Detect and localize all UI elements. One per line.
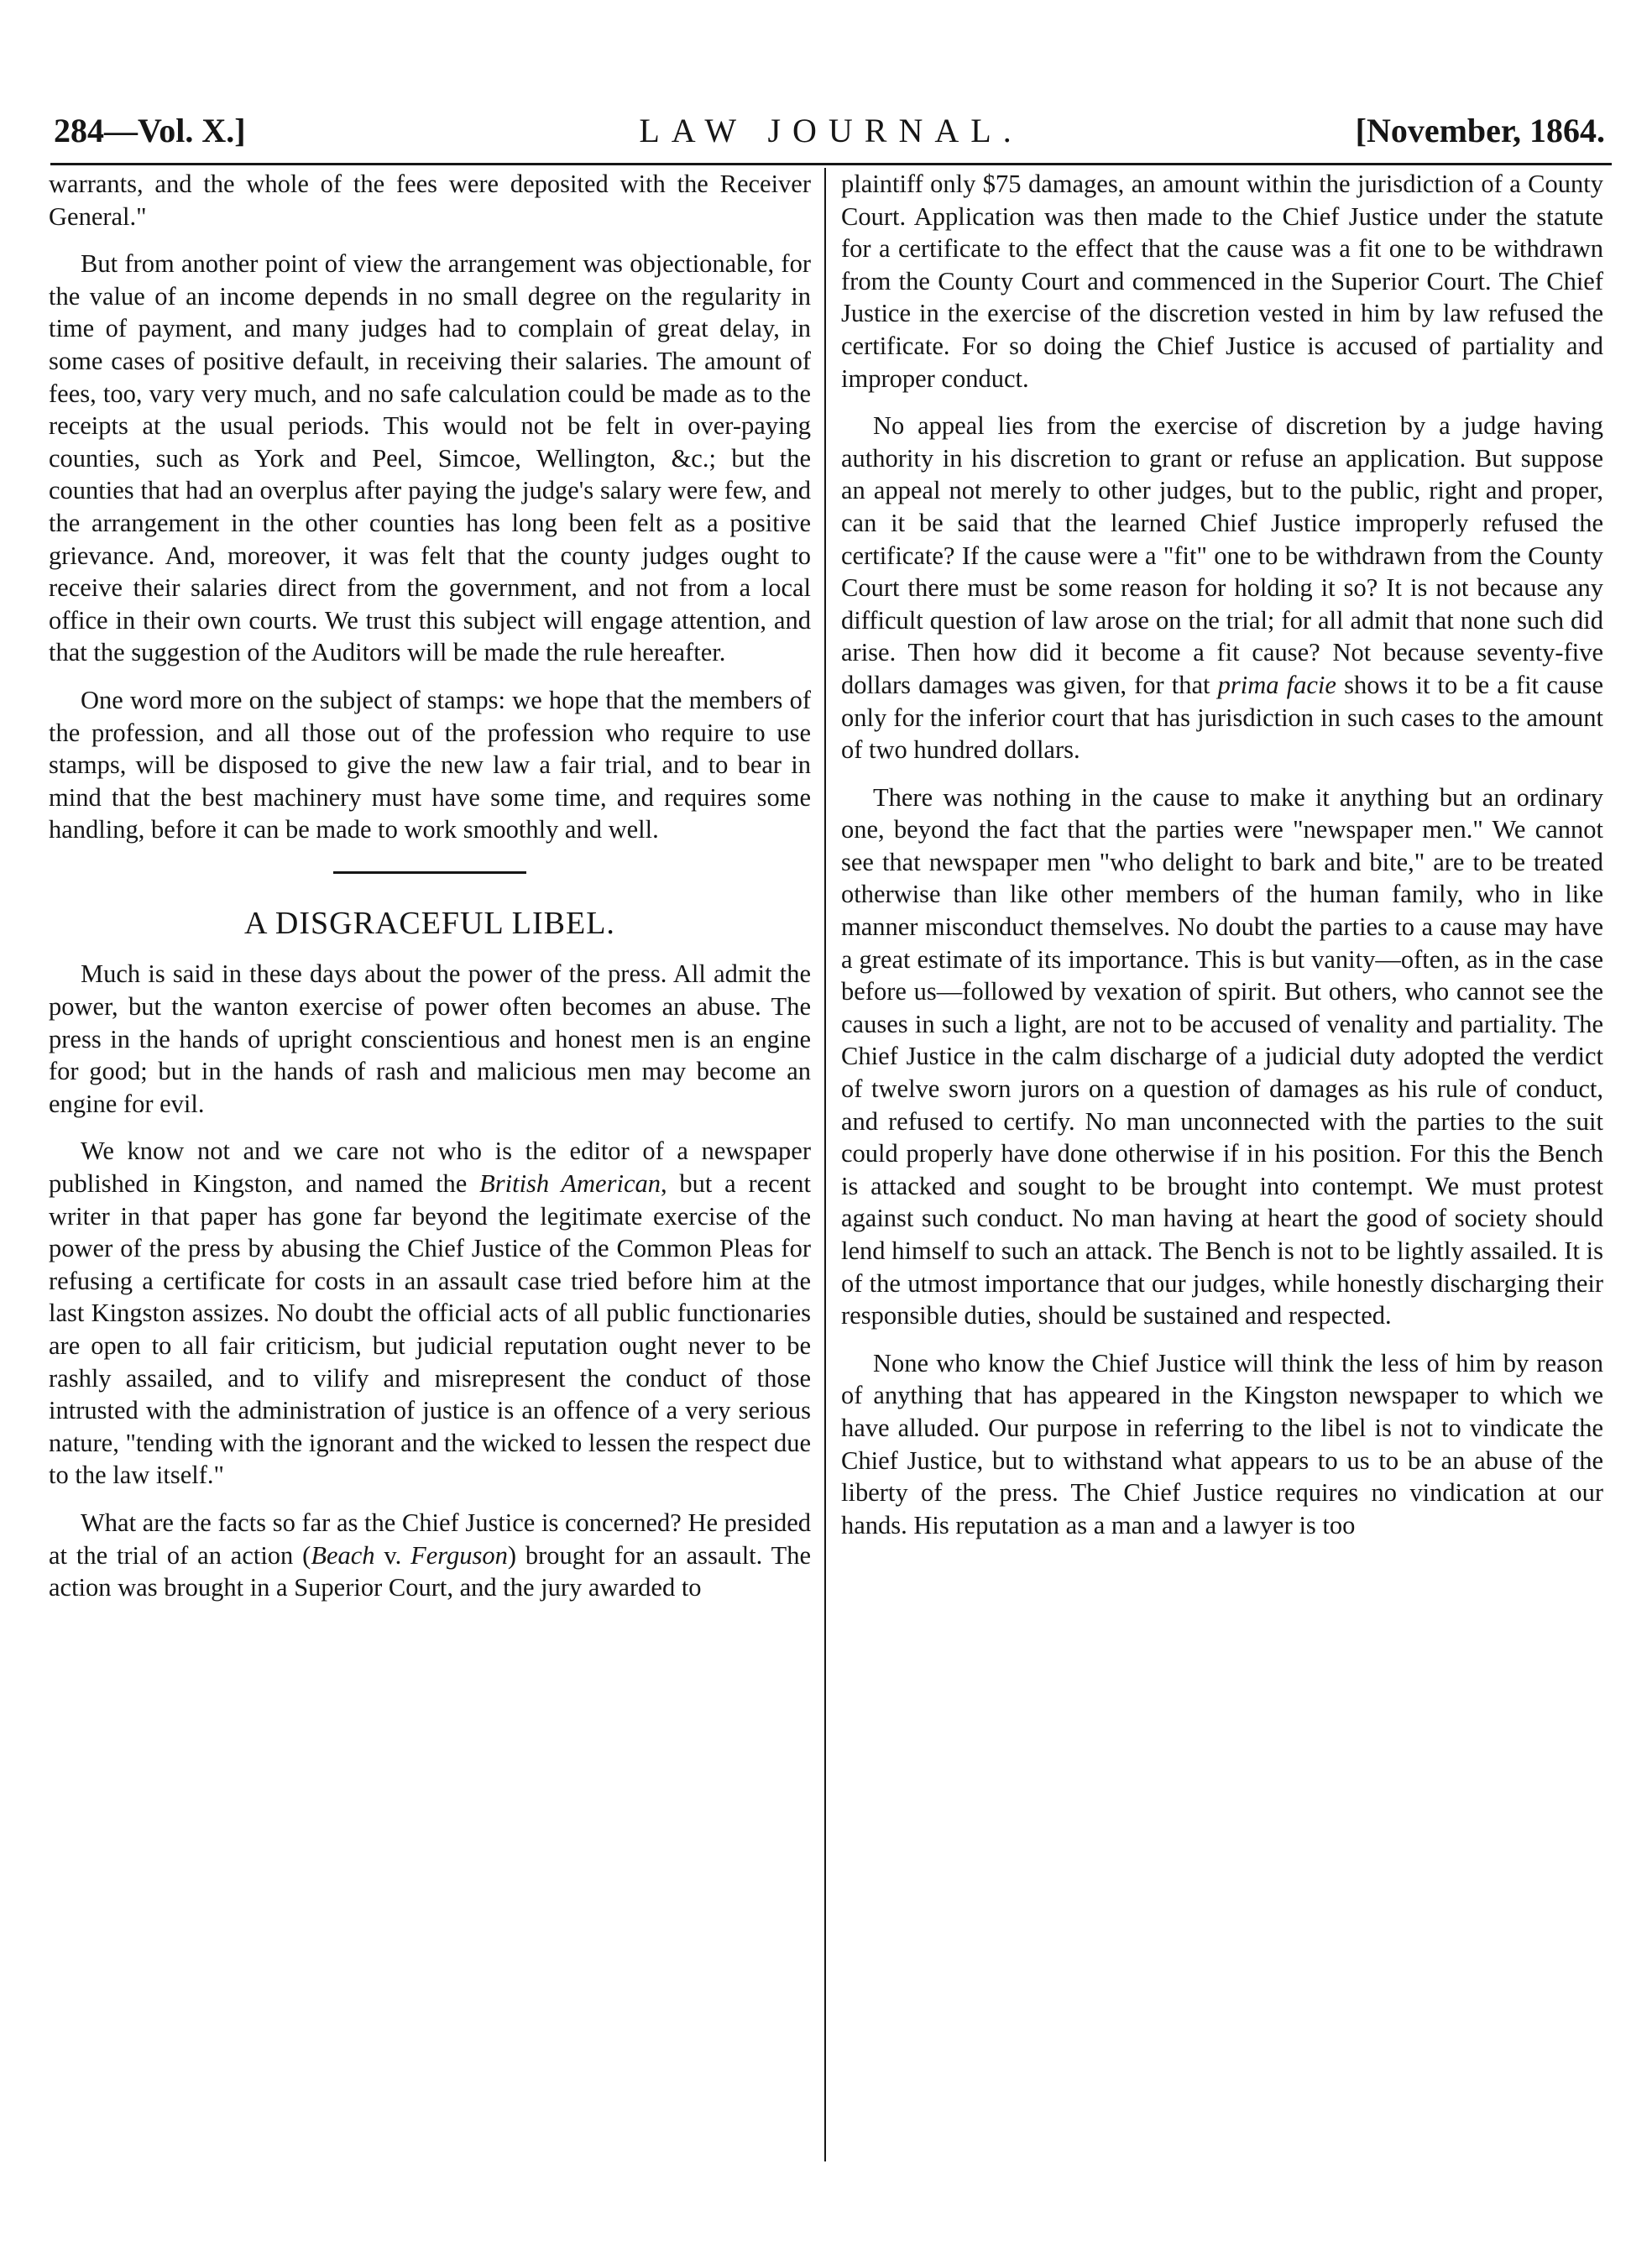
article-title: A DISGRACEFUL LIBEL. bbox=[244, 905, 615, 941]
paragraph: Much is said in these days about the power of the press. All admit the power, but the wanton exercise of power often becomes an abuse. The press in the hands of upright conscientious and honest men is an engine for good; but in the hands of rash and malicious men may become an engine for evil. bbox=[49, 959, 811, 1118]
journal-title: LAW JOURNAL. bbox=[639, 112, 1023, 149]
page-volume-label: 284—Vol. X.] bbox=[54, 112, 246, 149]
right-column bbox=[841, 168, 1603, 1556]
case-party-name: Ferguson bbox=[410, 1540, 508, 1570]
paragraph: plaintiff only $75 damages, an amount within the jurisdiction of a County Court. Application was then made to the Chief Justice under the statute for a certificate to the effect that the cause was a fit one to be withdrawn from the County Court and commenced in the Superior Court. The Chief Justice in the exercise of the discretion vested in him by law refused the certificate. For so doing the Chief Justice is accused of partiality and improper conduct. bbox=[841, 170, 1603, 393]
running-header bbox=[50, 111, 1612, 158]
paragraph: One word more on the subject of stamps: we hope that the members of the profession, and all those out of the profession who require to use stamps, will be disposed to give the new law a fair trial, and to bear in mind that the best machinery must have some time, and requires some handling, before it can be made to work smoothly and well. bbox=[49, 685, 811, 844]
paragraph-text: What are the facts so far as the Chief Justice is concerned? He presided at the trial of an action ( bbox=[49, 1508, 811, 1570]
paragraph bbox=[49, 1135, 811, 1492]
issue-date: [November, 1864. bbox=[1355, 112, 1605, 149]
paragraph bbox=[49, 1507, 811, 1604]
latin-phrase: prima facie bbox=[1217, 670, 1336, 699]
newspaper-name: British American bbox=[479, 1169, 661, 1199]
paragraph-text: , but a recent writer in that paper has gone far beyond the legitimate exercise of the power of the press by abusing the Chief Justice of the Common Pleas for refusing a certificate for costs in an assault case tried before him at the last Kingston assizes. No doubt the official acts of all public functionaries are open to all fair criticism, but judicial reputation ought never to be rashly assailed, and to vilify and misrepresent the conduct of those intrusted with the administration of justice is an offence of a very serious nature, "tending with the ignorant and the wicked to lessen the respect due to the law itself." bbox=[49, 1169, 811, 1490]
paragraph-text: No appeal lies from the exercise of discretion by a judge having authority in his discretion to grant or refuse an application. But suppose an appeal not merely to other judges, but to the public, right and proper, can it be said that the learned Chief Justice improperly refused the certificate? If the cause were a "fit" one to be withdrawn from the County Court there must be some reason for holding it so? It is not because any difficult question of law arose on the trial; for all admit that none such did arise. Then how did it become a fit cause? Not because seventy-five dollars damages was given, for that bbox=[841, 411, 1603, 699]
paragraph-text: We know not and we care not who is the editor of a newspaper published in Kingston, and named the bbox=[49, 1137, 811, 1199]
paragraph: But from another point of view the arrangement was objectionable, for the value of an income depends in no small degree on the regularity in time of payment, and many judges had to complain of great delay, in some cases of positive default, in receiving their salaries. The amount of fees, too, vary very much, and no safe calculation could be made as to the receipts at the usual periods. This would not be felt in over-paying counties, such as York and Peel, Simcoe, Wellington, &c.; but the counties that had an overplus after paying the judge's salary were few, and the arrangement in the other counties has long been felt as a positive grievance. And, moreover, it was felt that the county judges ought to receive their salaries direct from the government, and not from a local office in their own courts. We trust this subject will engage attention, and that the suggestion of the Auditors will be made the rule hereafter. bbox=[49, 249, 811, 667]
article-separator-rule bbox=[333, 871, 526, 874]
column-divider bbox=[824, 168, 826, 2161]
paragraph: There was nothing in the cause to make it anything but an ordinary one, beyond the fact that the parties were "newspaper men." We cannot see that newspaper men "who delight to bark and bite," are to be treated otherwise than like other members of the human family, who in like manner misconduct themselves. No doubt the parties to a cause may have a great estimate of its importance. This is but vanity—often, as in the case before us—followed by vexation of spirit. But others, who cannot see the causes in such a light, are not to be accused of venality and partiality. The Chief Justice in the calm discharge of a judicial duty adopted the verdict of twelve sworn jurors on a question of damages as his rule of conduct, and refused to certify. No man unconnected with the parties to the suit could properly have done otherwise if in his position. For this the Bench is attacked and sought to be brought into contempt. We must protest against such conduct. No man having at heart the good of society should lend himself to such an attack. The Bench is not to be lightly assailed. It is of the utmost importance that our judges, while honestly discharging their responsible duties, should be sustained and respected. bbox=[841, 782, 1603, 1330]
paragraph bbox=[841, 410, 1603, 766]
paragraph: None who know the Chief Justice will think the less of him by reason of anything that has appeared in the Kingston newspaper to which we have alluded. Our purpose in referring to the libel is not to vindicate the Chief Justice, but to withstand what appears to us to be an abuse of the liberty of the press. The Chief Justice requires no vindication at our hands. His reputation as a man and a lawyer is too bbox=[841, 1348, 1603, 1539]
paragraph: warrants, and the whole of the fees were deposited with the Receiver General." bbox=[49, 170, 811, 231]
case-party-name: Beach bbox=[311, 1540, 375, 1570]
paragraph-text: v. bbox=[374, 1540, 411, 1570]
paragraph-text: ) brought for an assault. The action was brought in a Superior Court, and the jury awarded to bbox=[49, 1540, 811, 1602]
left-column bbox=[49, 168, 811, 1619]
paragraph-text: shows it to be a fit cause only for the inferior court that has jurisdiction in such cases to the amount of two hundred dollars. bbox=[841, 670, 1603, 765]
header-rule bbox=[50, 163, 1612, 165]
